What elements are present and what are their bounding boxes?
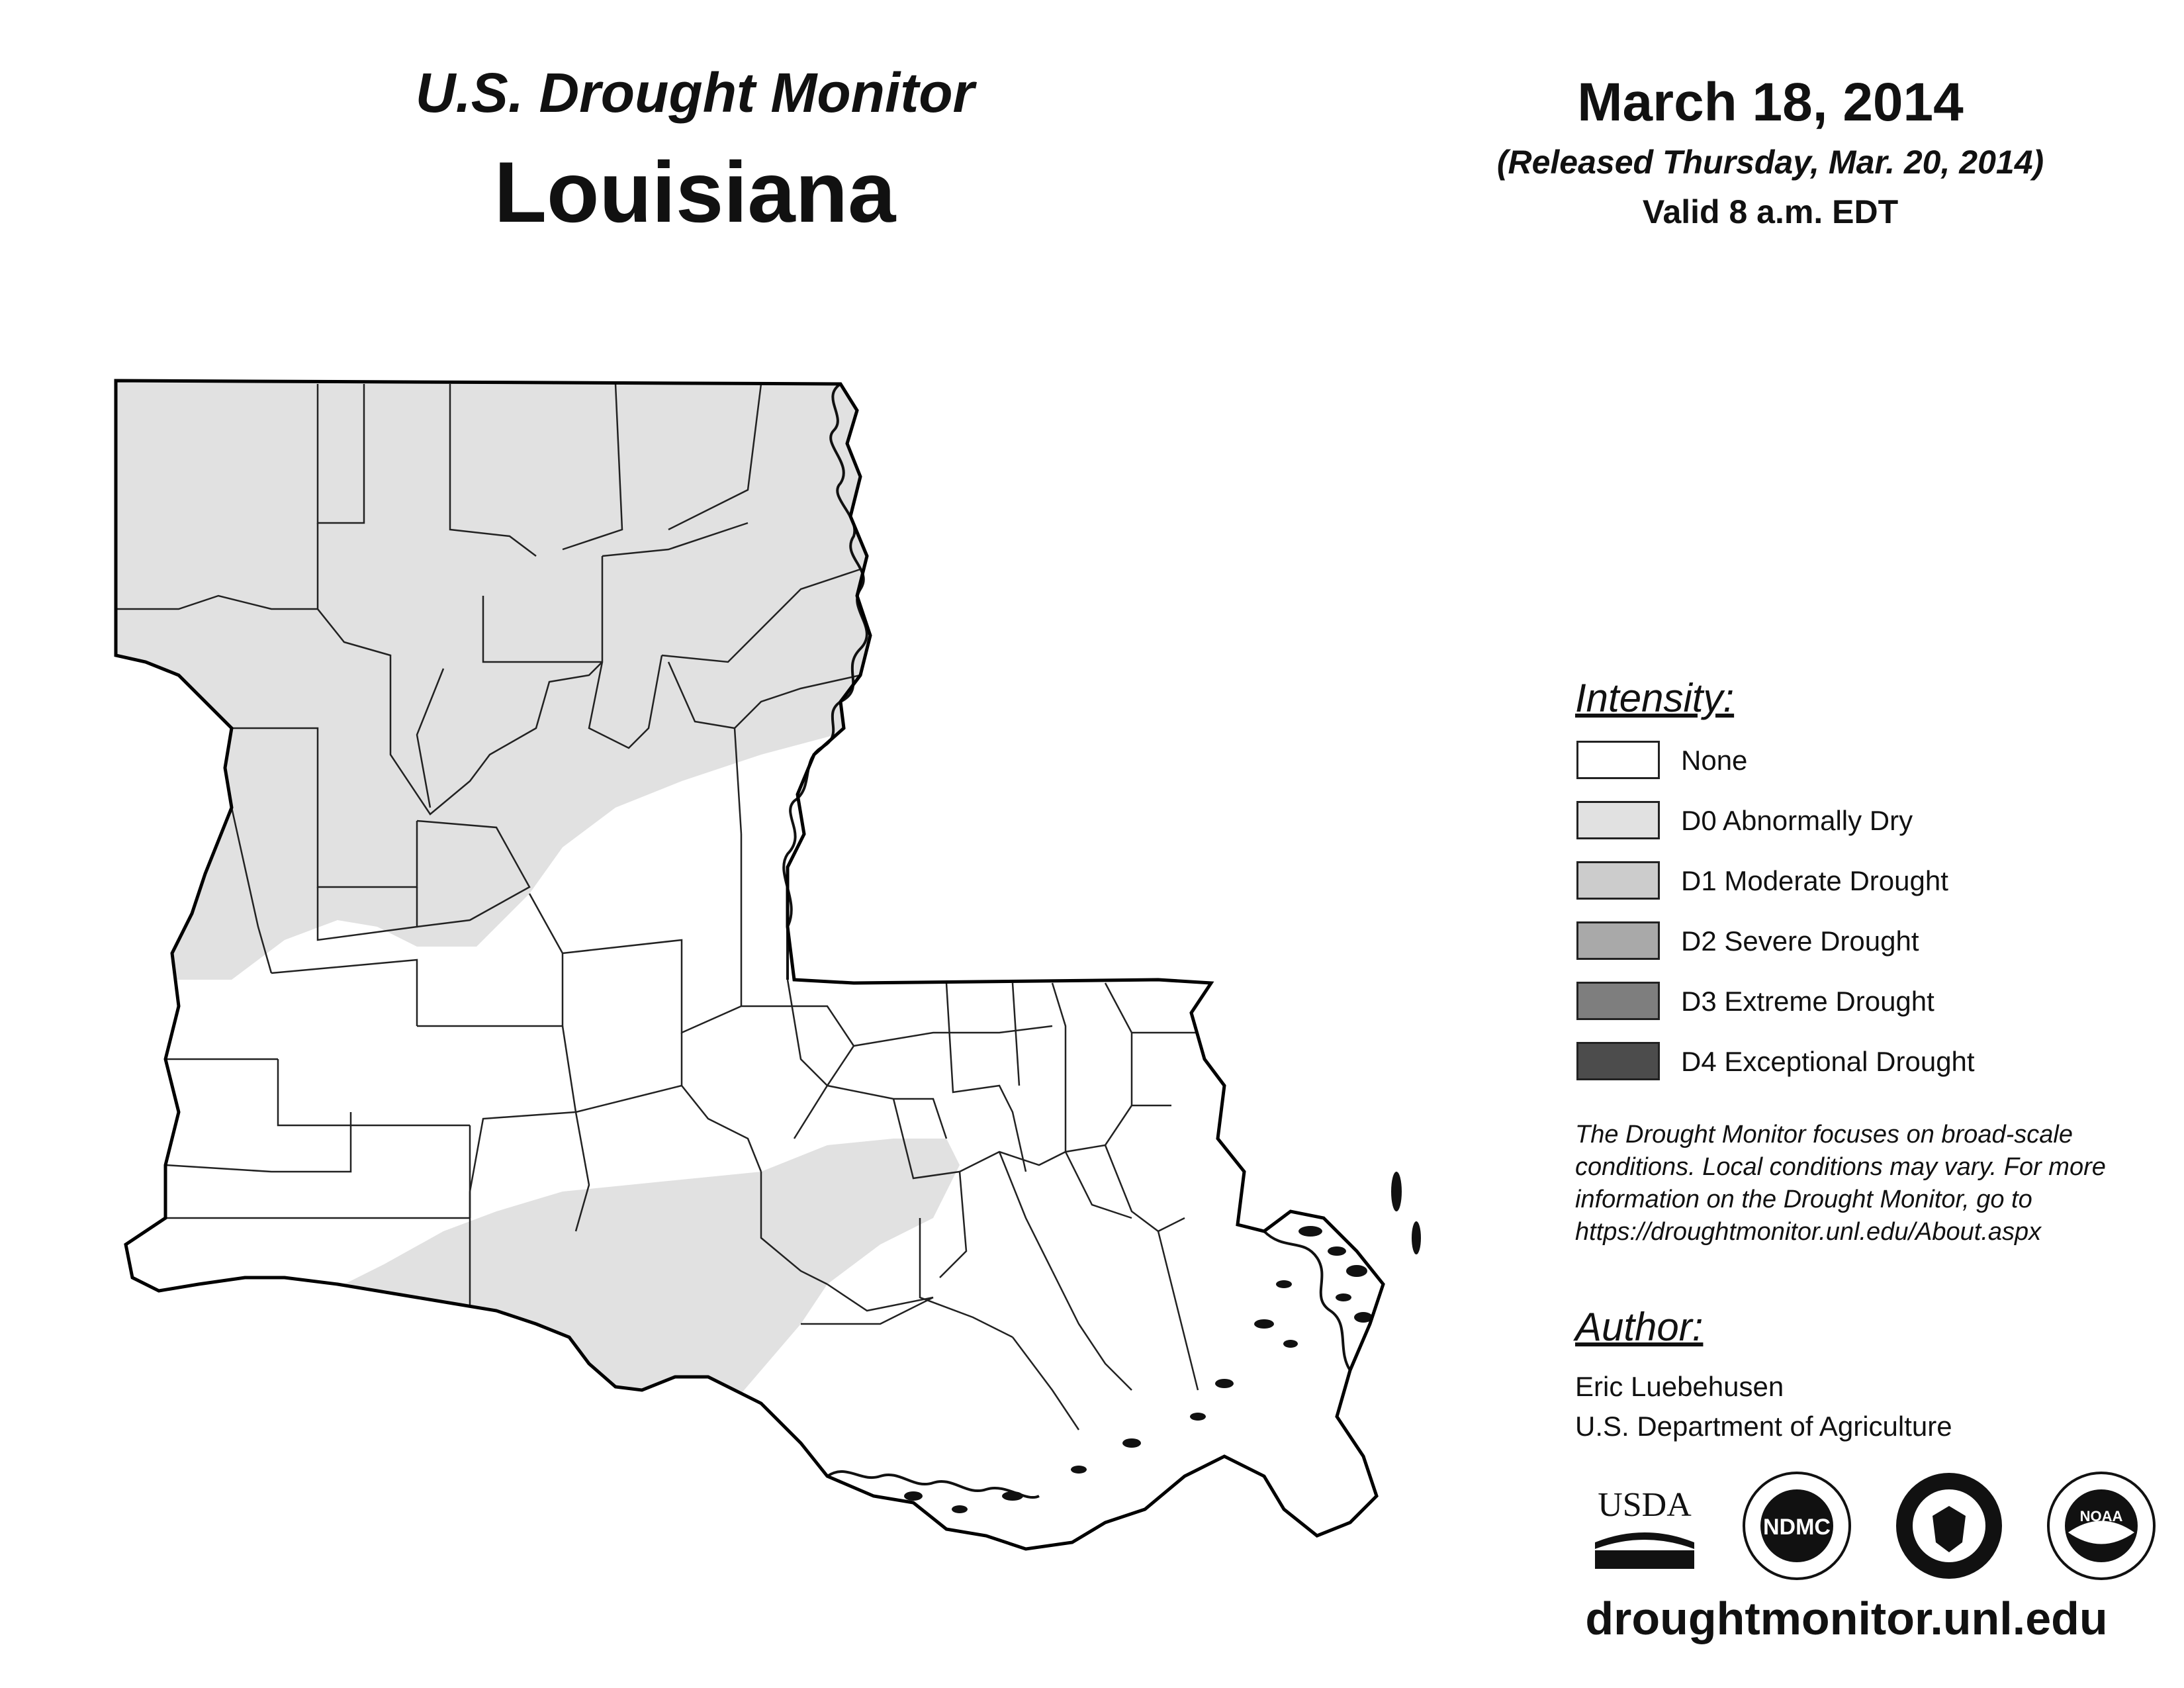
legend-row-d2 (1575, 915, 2171, 975)
website-url[interactable]: droughtmonitor.unl.edu (1585, 1593, 2108, 1644)
author-block (1575, 1301, 2171, 1446)
legend-row-d4 (1575, 1035, 2171, 1096)
legend-label-d2: D2 Severe Drought (1681, 925, 1919, 957)
note-line-3: information on the Drought Monitor, go to (1575, 1186, 2032, 1213)
map-date: March 18, 2014 (1577, 72, 1964, 132)
louisiana-drought-map (99, 357, 1456, 1602)
note-link[interactable]: https://droughtmonitor.unl.edu/About.aspx (1575, 1218, 2042, 1246)
legend-row-d0 (1575, 794, 2171, 855)
legend-label-none: None (1681, 745, 1748, 776)
legend-row-none (1575, 734, 2171, 794)
legend-swatch-d4 (1576, 1042, 1660, 1080)
legend-label-d4: D4 Exceptional Drought (1681, 1046, 1975, 1077)
legend-swatch-none (1576, 741, 1660, 779)
note-line-1: The Drought Monitor focuses on broad-scale (1575, 1121, 2073, 1149)
legend-label-d3: D3 Extreme Drought (1681, 986, 1934, 1017)
usda-logo-text: USDA (1598, 1486, 1692, 1524)
date-block (1423, 66, 2118, 238)
disclaimer-note (1575, 1119, 2171, 1248)
legend (1575, 672, 2171, 1096)
noaa-logo-icon (2045, 1470, 2158, 1582)
map-subtitle: U.S. Drought Monitor (415, 62, 975, 124)
legend-swatch-d0 (1576, 801, 1660, 839)
valid-time: Valid 8 a.m. EDT (1642, 193, 1899, 230)
noaa-logo-text: NOAA (2079, 1508, 2123, 1524)
title-block (331, 56, 1059, 248)
legend-swatch-d2 (1576, 921, 1660, 960)
ndmc-logo-icon (1741, 1470, 1853, 1582)
legend-label-d1: D1 Moderate Drought (1681, 865, 1948, 896)
release-date: (Released Thursday, Mar. 20, 2014) (1496, 144, 2044, 181)
legend-row-d1 (1575, 855, 2171, 915)
author-org: U.S. Department of Agriculture (1575, 1411, 1952, 1442)
legend-swatch-d3 (1576, 982, 1660, 1020)
ndmc-logo-text: NDMC (1763, 1515, 1831, 1540)
state-title: Louisiana (494, 144, 896, 240)
usda-logo-icon (1588, 1470, 1701, 1582)
author-name: Eric Luebehusen (1575, 1371, 1784, 1402)
legend-heading: Intensity: (1575, 676, 1735, 720)
partner-logos (1588, 1470, 2158, 1582)
legend-swatch-d1 (1576, 861, 1660, 900)
note-line-2: conditions. Local conditions may vary. For more (1575, 1153, 2106, 1181)
author-heading: Author: (1575, 1305, 1704, 1349)
legend-row-d3 (1575, 975, 2171, 1035)
legend-label-d0: D0 Abnormally Dry (1681, 805, 1913, 836)
commerce-seal-icon (1893, 1470, 2005, 1582)
